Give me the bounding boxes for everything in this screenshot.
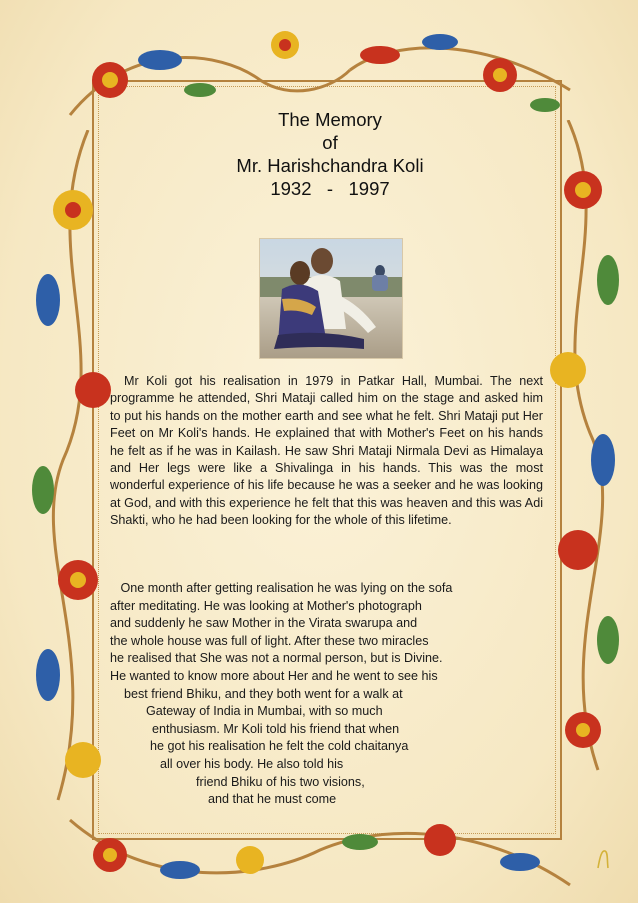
memorial-paragraph-1 bbox=[110, 373, 543, 530]
paragraph-2-line: He wanted to know more about Her and he went to see his bbox=[110, 668, 438, 683]
paragraph-1-text: Mr Koli got his realisation in 1979 in Patkar Hall, Mumbai. The next programme he attended, Shri Mataji called him on the stage and asked him to put his hands on the mother earth and see what he felt. Shri Mataji put Her Feet on Mr Koli's hands. He explained that with Mother's Feet on his hands he felt as if he was in Kailash. He saw Shri Mataji Nirmala Devi as Himalaya and Her legs were like a Shivalinga in his hands. This was the most wonderful experience of his life because he was a seeker and he was looking at God, and with this experience he felt that this was heaven and this was Adi Shakti, who he had been looking for the whole of this lifetime. bbox=[110, 374, 543, 528]
paragraph-2-line: and that he must come bbox=[208, 792, 337, 807]
paragraph-2-line: and suddenly he saw Mother in the Virata swarupa and bbox=[110, 616, 418, 631]
paragraph-2-line: enthusiasm. Mr Koli told his friend that when bbox=[152, 721, 400, 736]
paragraph-2-line: friend Bhiku of his two visions, bbox=[196, 774, 365, 789]
handwritten-mark bbox=[596, 848, 610, 870]
paragraph-2-line: after meditating. He was looking at Mother's photograph bbox=[110, 598, 422, 613]
paragraph-2-line: One month after getting realisation he was lying on the sofa bbox=[110, 581, 453, 595]
title-line-4: 1932 - 1997 bbox=[270, 178, 390, 199]
floral-ornament-bottom bbox=[60, 800, 580, 895]
memorial-title bbox=[160, 108, 500, 200]
title-line-3: Mr. Harishchandra Koli bbox=[236, 155, 424, 176]
paragraph-2-line: Gateway of India in Mumbai, with so much bbox=[146, 704, 383, 719]
memorial-paragraph-2 bbox=[110, 580, 550, 809]
paragraph-2-line: he realised that She was not a normal person, but is Divine. bbox=[110, 651, 443, 666]
photo-image bbox=[260, 239, 403, 359]
paragraph-2-line: all over his body. He also told his bbox=[160, 756, 344, 771]
paragraph-2-line: he got his realisation he felt the cold chaitanya bbox=[150, 739, 409, 754]
paragraph-2-line: the whole house was full of light. After these two miracles bbox=[110, 633, 429, 648]
title-line-2: of bbox=[322, 132, 338, 153]
title-line-1: The Memory bbox=[278, 109, 382, 130]
memorial-photo bbox=[259, 238, 403, 359]
paragraph-2-line: best friend Bhiku, and they both went for a walk at bbox=[124, 686, 403, 701]
